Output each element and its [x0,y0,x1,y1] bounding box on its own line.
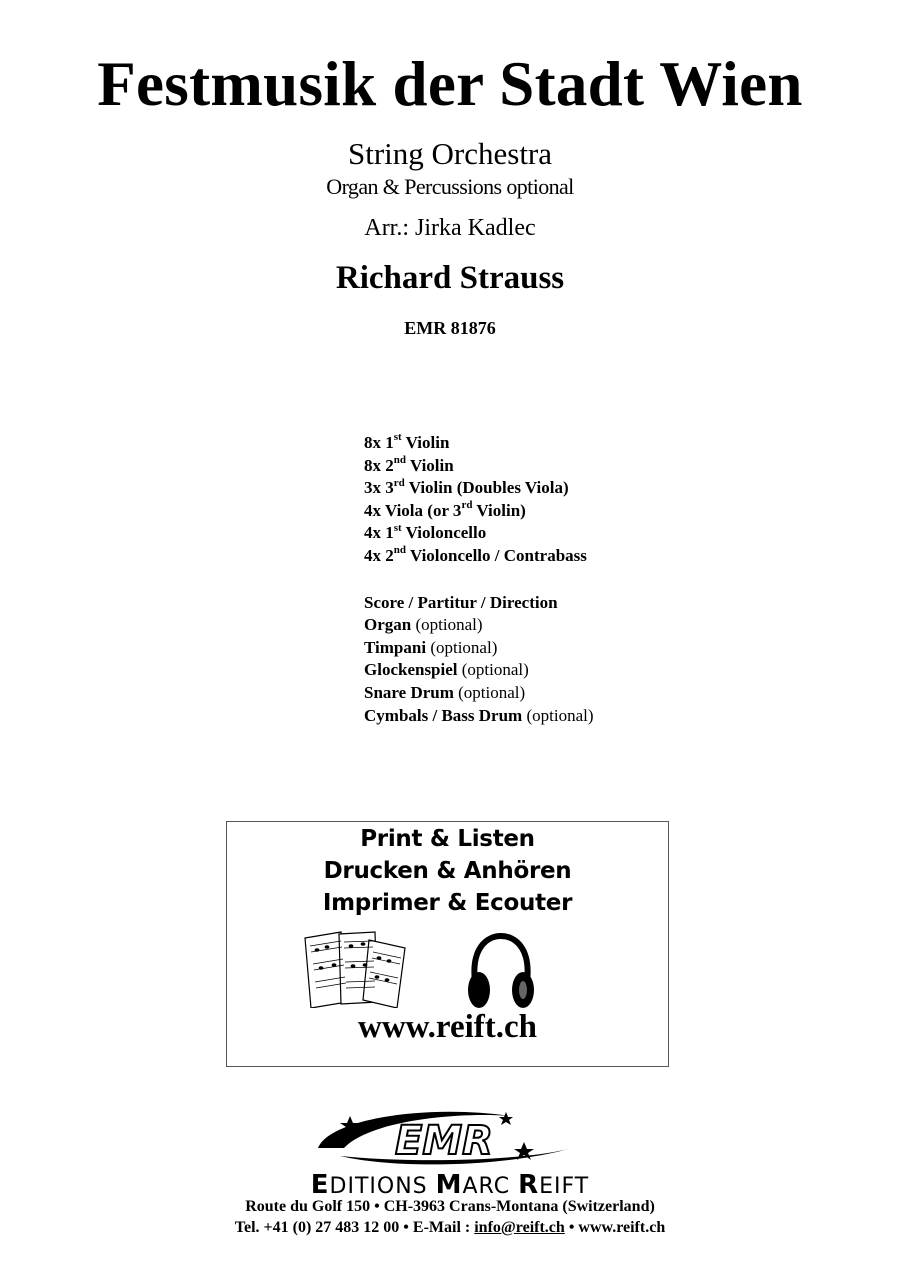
optional-instruments-note: Organ & Percussions optional [326,174,574,199]
website-url[interactable]: www.reift.ch [357,1009,538,1045]
part-item: 3x 3rd Violin (Doubles Viola) [364,476,569,498]
emr-logo [310,1108,590,1170]
publisher-address: Route du Golf 150 • CH-3963 Crans-Montana (Switzerland) [245,1198,655,1215]
part-item: Organ (optional) [364,615,483,635]
svg-text:EMR: EMR [395,1118,493,1164]
publisher-name: EDITIONS MARC REIFT [310,1170,590,1200]
promo-line-german: Drucken & Anhören [323,858,572,884]
headphones-icon [465,930,537,1012]
print-listen-box [226,821,669,1067]
part-item: 4x 1st Violoncello [364,521,487,543]
part-item: Score / Partitur / Direction [364,592,558,612]
arranger-credit: Arr.: Jirka Kadlec [364,215,536,241]
part-item: 4x 2nd Violoncello / Contrabass [364,544,587,565]
promo-line-english: Print & Listen [360,826,535,852]
composer-name: Richard Strauss [335,260,565,296]
instrumentation-list [364,432,594,727]
part-item: 4x Viola (or 3rd Violin) [364,499,526,520]
part-item: 8x 1st Violin [364,431,450,452]
part-item: 8x 2nd Violin [364,453,454,475]
publisher-contact: Tel. +41 (0) 27 483 12 00 • E-Mail : info@reift.ch • www.reift.ch [234,1219,666,1236]
sheet-music-icon [301,930,413,1008]
promo-line-french: Imprimer & Ecouter [322,890,573,916]
ensemble-subtitle: String Orchestra [347,136,553,171]
part-item: Timpani (optional) [364,637,498,657]
part-item: Cymbals / Bass Drum (optional) [364,705,594,725]
catalog-number: EMR 81876 [404,318,496,338]
score-title: Festmusik der Stadt Wien [97,49,803,119]
part-item: Glockenspiel (optional) [364,660,529,680]
part-item: Snare Drum (optional) [364,682,526,702]
email-link[interactable]: info@reift.ch [474,1219,565,1236]
